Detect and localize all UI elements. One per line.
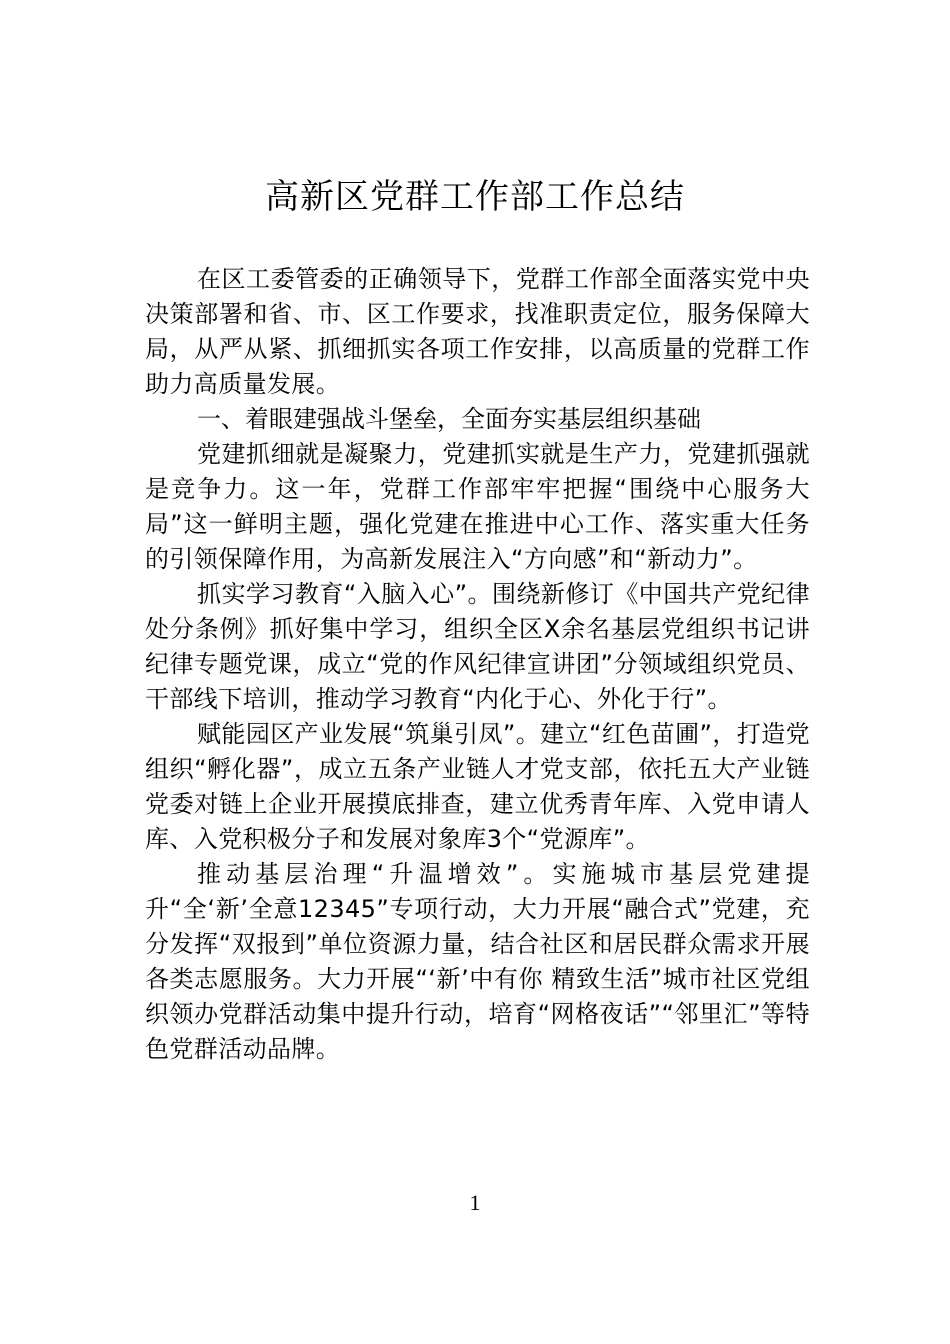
page-number: 1 [469,1190,481,1215]
body-paragraph: 党建抓细就是凝聚力，党建抓实就是生产力，党建抓强就是竞争力。这一年，党群工作部牢牢把握“围绕中心服务大局”这一鲜明主题，强化党建在推进中心工作、落实重大任务的引领保障作用，为高新发展注入“方向感”和“新动力”。 [145,440,810,573]
section-heading: 一、着眼建强战斗堡垒，全面夯实基层组织基础 [197,405,701,433]
body-paragraph: 推动基层治理“升温增效”。实施城市基层党建提升“全‘新’全意12345”专项行动，大力开展“融合式”党建，充分发挥“双报到”单位资源力量，结合社区和居民群众需求开展各类志愿服务。大力开展“‘新’中有你 精致生活”城市社区党组织领办党群活动集中提升行动，培育“网格夜话”“邻里汇”等特色党群活动品牌。 [145,860,810,1063]
intro-paragraph: 在区工委管委的正确领导下，党群工作部全面落实党中央决策部署和省、市、区工作要求，找准职责定位，服务保障大局，从严从紧、抓细抓实各项工作安排，以高质量的党群工作助力高质量发展。 [145,265,810,398]
body-paragraph: 赋能园区产业发展“筑巢引凤”。建立“红色苗圃”，打造党组织“孵化器”，成立五条产业链人才党支部，依托五大产业链党委对链上企业开展摸底排查，建立优秀青年库、入党申请人库、入党积极分子和发展对象库3个“党源库”。 [145,720,810,853]
document-title: 高新区党群工作部工作总结 [265,177,685,217]
document-body [145,262,810,1067]
body-paragraph: 抓实学习教育“入脑入心”。围绕新修订《中国共产党纪律处分条例》抓好集中学习，组织全区X余名基层党组织书记讲纪律专题党课，成立“党的作风纪律宣讲团”分领域组织党员、干部线下培训，推动学习教育“内化于心、外化于行”。 [145,580,810,713]
